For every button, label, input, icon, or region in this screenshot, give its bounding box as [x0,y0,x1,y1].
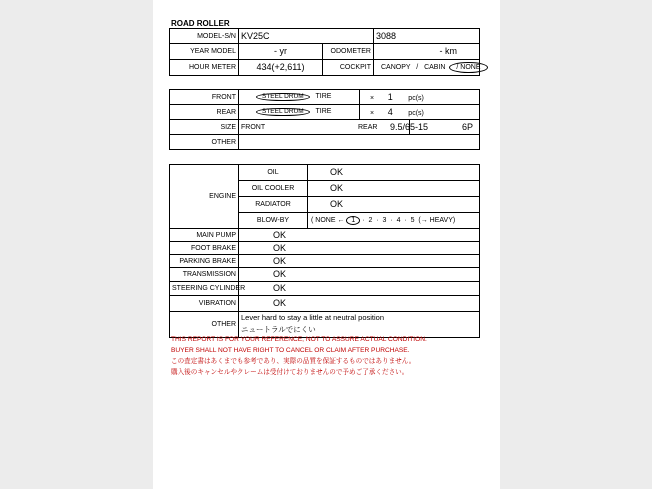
front-tire-option: TIRE [315,92,332,100]
parking-brake-value: OK [239,255,480,268]
oil-value: OK [308,165,480,181]
cockpit-sep: / [416,64,419,71]
main-pump-value: OK [239,229,480,242]
header-table [169,28,480,76]
other-note-en: Lever hard to stay a little at neutral position [241,313,384,322]
cockpit-canopy: CANOPY [381,64,411,71]
vibration-label: VIBRATION [170,296,239,312]
tire-other-value [239,135,480,150]
serial-value: 3088 [374,29,480,44]
rear-type [239,105,360,120]
inspection-table [169,164,480,338]
rear-tire-option: TIRE [315,107,332,115]
steering-cylinder-label: STEERING CYLINDER [170,282,239,296]
oil-label: OIL [239,165,308,181]
oil-cooler-label: OIL COOLER [239,181,308,197]
blowby-label: BLOW-BY [239,213,308,229]
year-value: - yr [239,44,323,60]
rear-label: REAR [170,105,239,120]
tire-table [169,89,480,150]
year-label: YEAR MODEL [170,44,239,60]
main-pump-label: MAIN PUMP [170,229,239,242]
disclaimer-jp-1: この査定書はあくまでも参考であり、実際の品質を保証するものではありません。 [171,358,416,365]
other-notes [239,312,480,338]
foot-brake-value: OK [239,242,480,255]
disclaimer-en-1: THIS REPORT IS FOR YOUR REFERENCE, NOT TO ASSURE ACTUAL CONDITION. [171,336,427,343]
rear-steel-drum-circled: STEEL DRUM [256,108,310,117]
cockpit-none-circled: / NONE [449,62,487,73]
odometer-value: - km [374,44,480,60]
front-label: FRONT [170,90,239,105]
front-type [239,90,360,105]
size-label: SIZE [170,120,239,135]
front-steel-drum-circled: STEEL DRUM [256,93,310,102]
disclaimer-jp-2: 購入後のキャンセルやクレームは受付けておりませんので予めご了承ください。 [171,369,409,376]
model-value: KV25C [239,29,374,44]
engine-label: ENGINE [170,165,239,229]
blowby-scale: ( NONE ← 1 · 2 · 3 · 4 · 5 (→ HEAVY) [308,213,480,229]
hour-label: HOUR METER [170,60,239,76]
radiator-value: OK [308,197,480,213]
odometer-label: ODOMETER [323,44,374,60]
transmission-label: TRANSMISSION [170,268,239,282]
rear-quantity: × 4 pc(s) [360,105,480,120]
other-label: OTHER [170,312,239,338]
cockpit-options [374,60,480,76]
steering-cylinder-value: OK [239,282,480,296]
report-title: ROAD ROLLER [171,19,230,28]
disclaimer-en-2: BUYER SHALL NOT HAVE RIGHT TO CANCEL OR CLAIM AFTER PURCHASE. [171,347,410,354]
tire-other-label: OTHER [170,135,239,150]
parking-brake-label: PARKING BRAKE [170,255,239,268]
vibration-value: OK [239,296,480,312]
cockpit-label: COCKPIT [323,60,374,76]
size-front: FRONT [239,120,410,135]
blowby-1-circled: 1 [346,216,360,225]
transmission-value: OK [239,268,480,282]
foot-brake-label: FOOT BRAKE [170,242,239,255]
other-note-jp: ニュートラルでにくい [241,324,316,334]
radiator-label: RADIATOR [239,197,308,213]
cockpit-cabin: CABIN [424,64,446,71]
model-label: MODEL-S/N [170,29,239,44]
oil-cooler-value: OK [308,181,480,197]
hour-value: 434(+2,611) [239,60,323,76]
front-quantity: × 1 pc(s) [360,90,480,105]
size-rear: REAR 9.5/65-15 6P [410,120,480,135]
